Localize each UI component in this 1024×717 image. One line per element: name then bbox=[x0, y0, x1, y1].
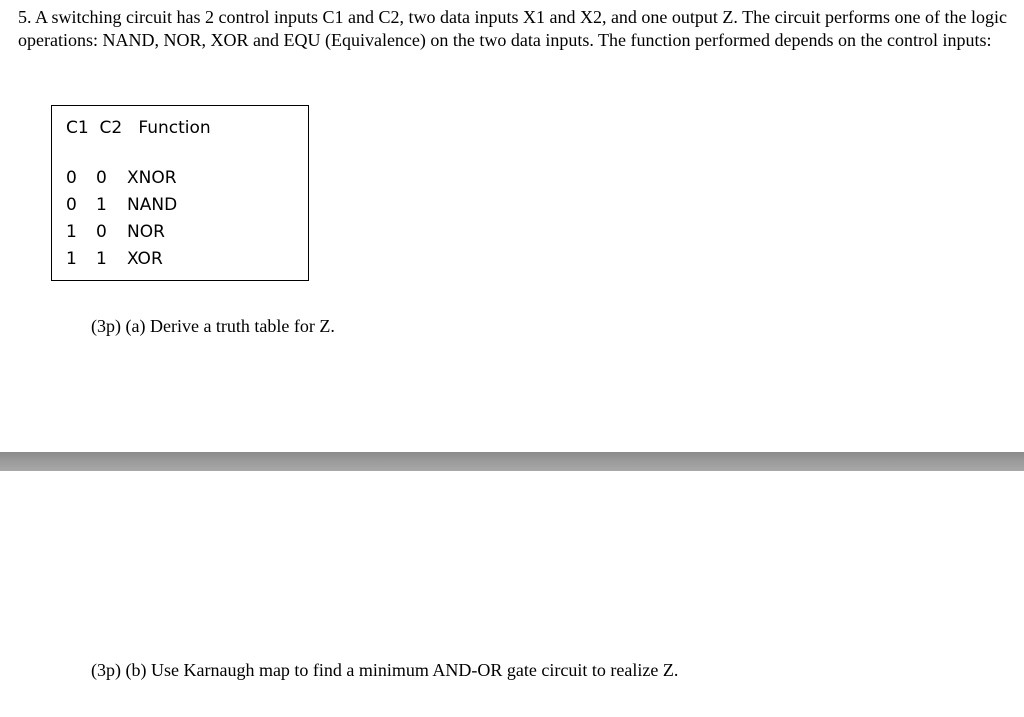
function-table-row bbox=[66, 249, 177, 276]
c2-value: 1 bbox=[96, 249, 107, 269]
function-table-header: C1 C2 Function bbox=[66, 118, 211, 138]
function-table-body bbox=[66, 168, 177, 276]
c1-value: 0 bbox=[66, 195, 77, 215]
c2-value: 0 bbox=[96, 168, 107, 188]
question-a: (3p) (a) Derive a truth table for Z. bbox=[91, 316, 335, 336]
function-value: NOR bbox=[127, 222, 165, 242]
c2-value: 1 bbox=[96, 195, 107, 215]
function-value: XOR bbox=[127, 249, 163, 269]
function-table bbox=[51, 105, 309, 281]
question-b: (3p) (b) Use Karnaugh map to find a minimum AND-OR gate circuit to realize Z. bbox=[91, 660, 679, 680]
function-table-row bbox=[66, 222, 177, 249]
function-table-row bbox=[66, 168, 177, 195]
function-value: XNOR bbox=[127, 168, 177, 188]
section-divider bbox=[0, 452, 1024, 471]
problem-statement: 5. A switching circuit has 2 control inputs C1 and C2, two data inputs X1 and X2, and one output Z. The circuit performs one of the logic operations: NAND, NOR, XOR and EQU (Equivalence) on the two data inputs. The function performed depends on the control inputs: bbox=[18, 7, 1007, 50]
c1-value: 0 bbox=[66, 168, 77, 188]
c2-value: 0 bbox=[96, 222, 107, 242]
c1-value: 1 bbox=[66, 249, 77, 269]
function-value: NAND bbox=[127, 195, 178, 215]
c1-value: 1 bbox=[66, 222, 77, 242]
function-table-row bbox=[66, 195, 177, 222]
